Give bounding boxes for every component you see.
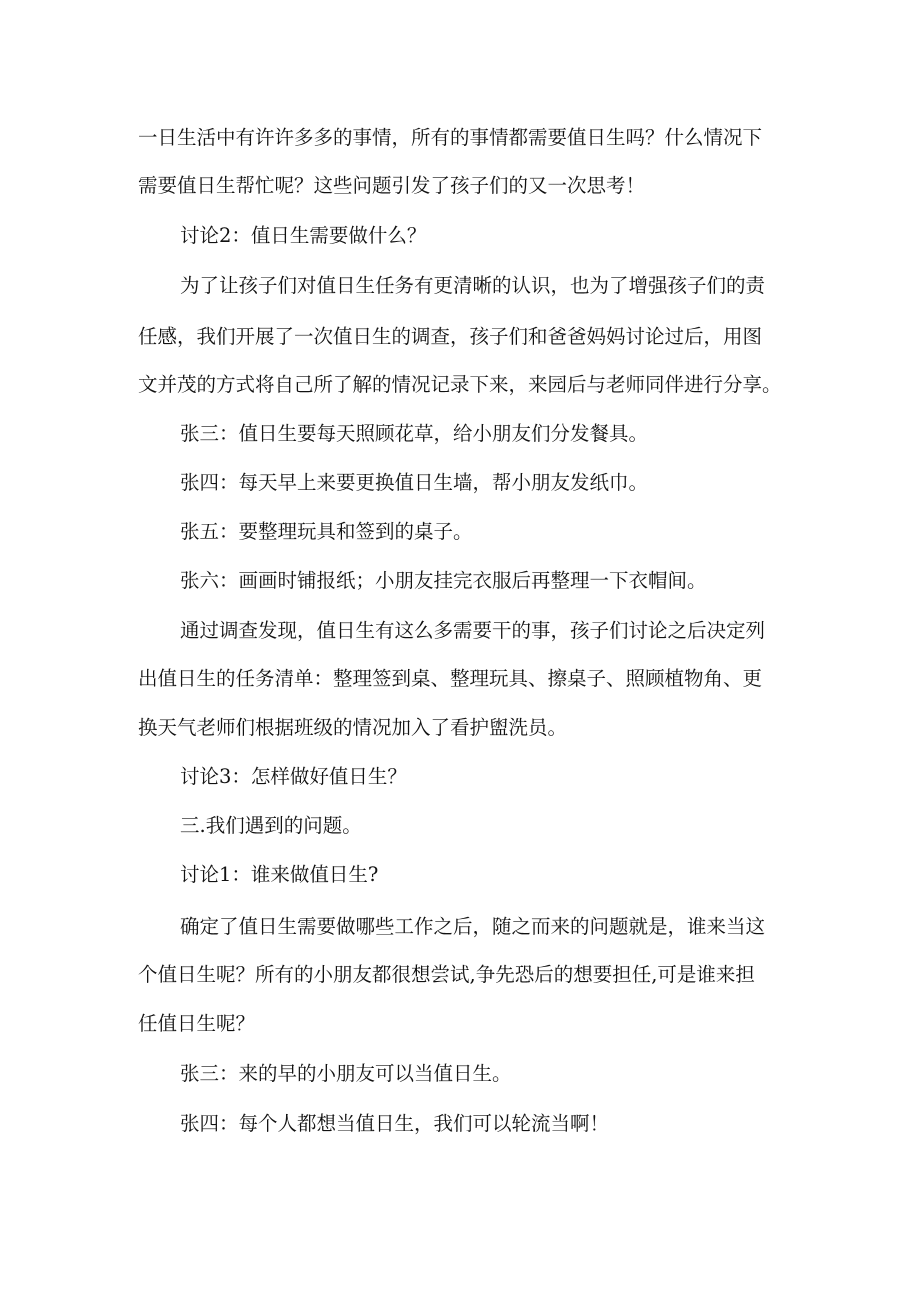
paragraph-line: 文并茂的方式将自己所了解的情况记录下来，来园后与老师同伴进行分享。 xyxy=(138,373,782,396)
child-response: 张三：来的早的小朋友可以当值日生。 xyxy=(180,1062,512,1085)
paragraph-line: 换天气老师们根据班级的情况加入了看护盥洗员。 xyxy=(138,716,568,739)
child-response: 张四：每天早上来要更换值日生墙，帮小朋友发纸巾。 xyxy=(180,471,649,494)
child-response: 张六：画画时铺报纸；小朋友挂完衣服后再整理一下衣帽间。 xyxy=(180,569,707,592)
paragraph-line: 确定了值日生需要做哪些工作之后，随之而来的问题就是，谁来当这 xyxy=(180,915,766,938)
child-response: 张四：每个人都想当值日生，我们可以轮流当啊！ xyxy=(180,1112,610,1135)
discussion-heading: 讨论3：怎样做好值日生？ xyxy=(180,765,407,788)
child-response: 张三：值日生要每天照顾花草，给小朋友们分发餐具。 xyxy=(180,422,649,445)
discussion-heading: 讨论1：谁来做值日生? xyxy=(180,863,379,886)
paragraph-line: 任值日生呢？ xyxy=(138,1012,256,1035)
paragraph-line: 任感，我们开展了一次值日生的调查，孩子们和爸爸妈妈讨论过后，用图 xyxy=(138,325,763,348)
paragraph-line: 需要值日生帮忙呢？这些问题引发了孩子们的又一次思考！ xyxy=(138,174,646,197)
discussion-heading: 讨论2：值日生需要做什么？ xyxy=(180,224,427,247)
child-response: 张五：要整理玩具和签到的桌子。 xyxy=(180,520,473,543)
paragraph-line: 为了让孩子们对值日生任务有更清晰的认识，也为了增强孩子们的责 xyxy=(180,274,766,297)
paragraph-line: 通过调查发现，值日生有这么多需要干的事，孩子们讨论之后决定列 xyxy=(180,619,766,642)
paragraph-line: 一日生活中有许许多多的事情，所有的事情都需要值日生吗？什么情况下 xyxy=(138,126,763,149)
paragraph-line: 出值日生的任务清单：整理签到桌、整理玩具、擦桌子、照顾植物角、更 xyxy=(138,667,763,690)
paragraph-line: 个值日生呢？所有的小朋友都很想尝试,争先恐后的想要担任,可是谁来担 xyxy=(138,963,755,986)
section-heading: 三.我们遇到的问题。 xyxy=(180,814,362,837)
